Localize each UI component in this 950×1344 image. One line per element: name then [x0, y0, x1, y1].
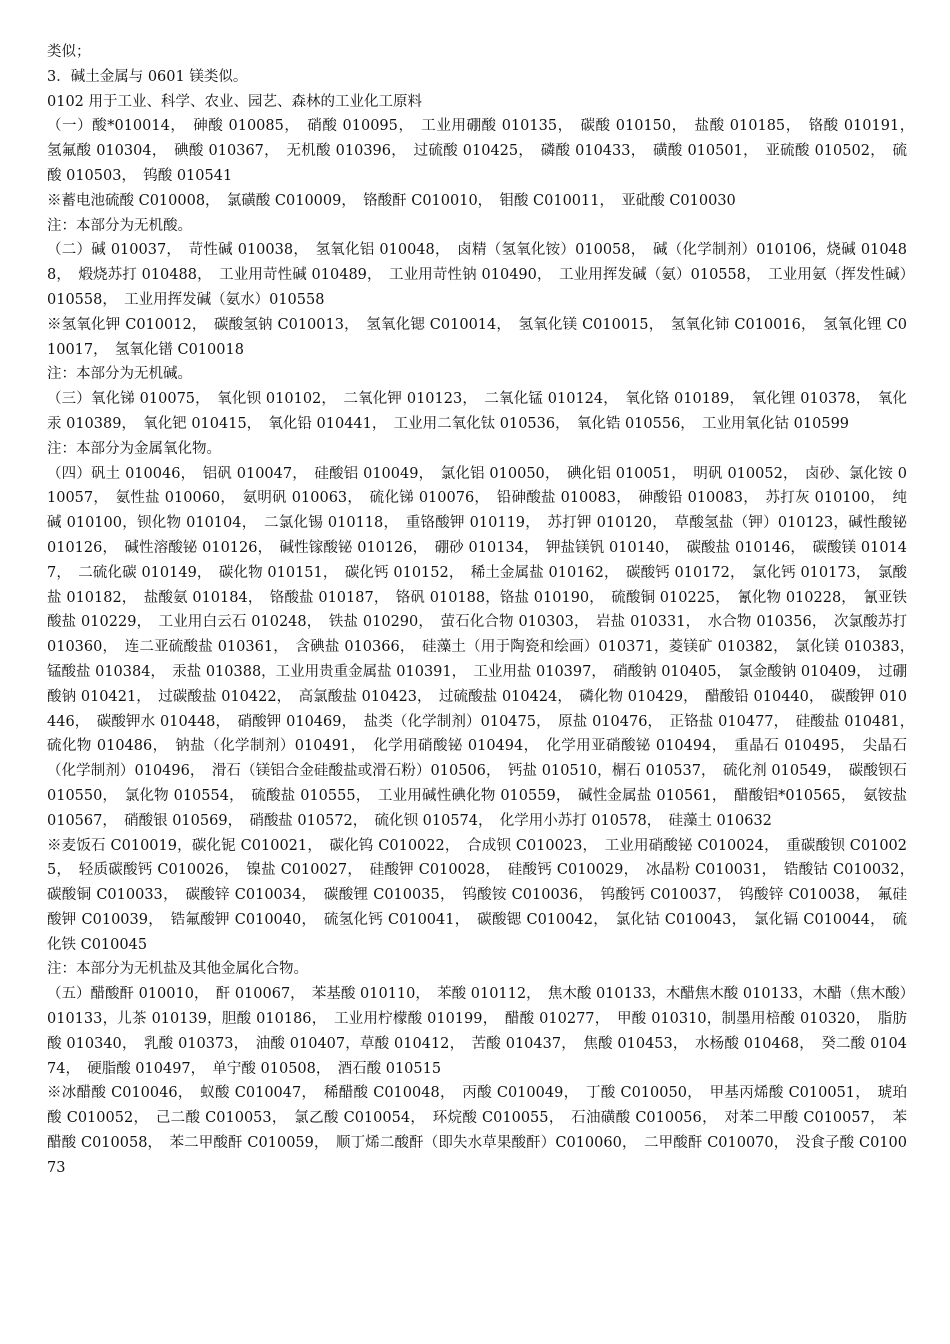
paragraph-salts-supplement: ※麦饭石 C010019，碳化铌 C010021， 碳化钨 C010022， 合成钡 C010023， 工业用硝酸铋 C010024， 重碳酸钡 C010025， 轻质碳酸钙 C010026， 镍盐 C010027， 硅酸钾 C010028， 硅酸钙 C010029， 冰晶粉 C010031， 锆酸钴 C010032， 碳酸铜 C010033， 碳酸锌 C010034， 碳酸锂 C010035， 钨酸铵 C010036， 钨酸钙 C010037， 钨酸锌 C010038， 氟硅酸钾 C010039， 锆氟酸钾 C010040， 硫氢化钙 C010041， 碳酸锶 C010042， 氯化钴 C010043， 氯化镉 C010044， 硫化铁 C010045 [47, 837, 922, 953]
paragraph-acids: （一）酸*010014， 砷酸 010085， 硝酸 010095， 工业用硼酸 010135， 碳酸 010150， 盐酸 010185， 铬酸 010191， 氢氟酸 010304， 碘酸 010367， 无机酸 010396， 过硫酸 010425， 磷酸 010433， 磺酸 010501， 亚硫酸 010502， 硫酸 010503， 钨酸 010541 [47, 118, 922, 184]
paragraph-bases: （二）碱 010037， 苛性碱 010038， 氢氧化铝 010048， 卤精（氢氧化铵）010058， 碱（化学制剂）010106，烧碱 010488， 煅烧苏打 010488， 工业用苛性碱 010489， 工业用苛性钠 010490， 工业用挥发碱（氨）010558， 工业用氨（挥发性碱）010558， 工业用挥发碱（氨水）010558 [47, 242, 907, 308]
paragraph-organic-acids-supplement: ※冰醋酸 C010046， 蚁酸 C010047， 稀醋酸 C010048， 丙酸 C010049， 丁酸 C010050， 甲基丙烯酸 C010051， 琥珀酸 C010052， 己二酸 C010053， 氯乙酸 C010054， 环烷酸 C010055， 石油磺酸 C010056， 对苯二甲酸 C010057， 苯醋酸 C010058， 苯二甲酸酐 C010059， 顺丁烯二酸酐（即失水草果酸酐）C010060， 二甲酸酐 C010070， 没食子酸 C010073 [47, 1085, 907, 1176]
text-line: 类似； [47, 44, 91, 60]
note-oxides: 注：本部分为金属氧化物。 [47, 440, 221, 457]
paragraph-acids-supplement: ※蓄电池硫酸 C010008， 氯磺酸 C010009， 铬酸酐 C010010， 钼酸 C010011， 亚砒酸 C010030 [47, 192, 736, 209]
paragraph-salts: （四）矾土 010046， 铝矾 010047， 硅酸铝 010049， 氯化铝 010050， 碘化铝 010051， 明矾 010052， 卤砂、氯化铵 010057， 氨性盐 010060， 氨明矾 010063， 硫化锑 010076， 铅砷酸盐 010083， 砷酸铅 010083， 苏打灰 010100， 纯碱 010100，钡化物 010104， 二氯化锡 010118， 重铬酸钾 010119， 苏打钾 010120， 草酸氢盐（钾）010123，碱性酸铋 010126， 碱性溶酸铋 010126， 碱性镓酸铋 010126， 硼砂 010134， 钾盐镁钒 010140， 碳酸盐 010146， 碳酸镁 010147， 二硫化碳 010149， 碳化物 010151， 碳化钙 010152， 稀土金属盐 010162， 碳酸钙 010172， 氯化钙 010173， 氯酸盐 010182， 盐酸氨 010184， 铬酸盐 010187， 铬矾 010188，铬盐 010190， 硫酸铜 010225， 氰化物 010228， 氰亚铁酸盐 010229， 工业用白云石 010248， 铁盐 010290， 萤石化合物 010303， 岩盐 010331， 水合物 010356， 次氯酸苏打 010360， 连二亚硫酸盐 010361， 含碘盐 010366， 硅藻土（用于陶瓷和绘画）010371，菱镁矿 010382， 氯化镁 010383， 锰酸盐 010384， 汞盐 010388，工业用贵重金属盐 010391， 工业用盐 010397， 硝酸钠 010405， 氯金酸钠 010409， 过硼酸钠 010421， 过碳酸盐 010422， 高氯酸盐 010423， 过硫酸盐 010424， 磷化物 010429， 醋酸铅 010440， 碳酸钾 010446， 碳酸钾水 010448， 硝酸钾 010469， 盐类（化学制剂）010475， 原盐 010476， 正铬盐 010477， 硅酸盐 010481， 硫化物 010486， 钠盐（化学制剂）010491， 化学用硝酸铋 010494， 化学用亚硝酸铋 010494， 重晶石 010495， 尖晶石（化学制剂）010496， 滑石（镁铝合金硅酸盐或滑石粉）010506， 钙盐 010510，榍石 010537， 硫化剂 010549， 碳酸钡石 010550， 氯化物 010554， 硫酸盐 010555， 工业用碱性碘化物 010559， 碱性金属盐 010561， 醋酸铝*010565， 氨铵盐 010567， 硝酸银 010569， 硝酸盐 010572， 硫化钡 010574， 化学用小苏打 010578， 硅藻土 010632 [47, 465, 922, 829]
paragraph-oxides: （三）氧化锑 010075， 氧化钡 010102， 二氧化钾 010123， 二氧化锰 010124， 氧化铬 010189， 氧化锂 010378， 氧化汞 010389， 氧化钯 010415， 氧化铅 010441， 工业用二氧化钛 010536， 氧化锆 010556， 工业用氧化钴 010599 [47, 391, 907, 432]
paragraph-organic-acids: （五）醋酸酐 010010， 酐 010067， 苯基酸 010110， 苯酸 010112， 焦木酸 010133，木醋焦木酸 010133，木醋（焦木酸）010133，儿茶 010139，胆酸 010186， 工业用柠檬酸 010199， 醋酸 010277， 甲酸 010310，制墨用棓酸 010320， 脂肪酸 010340， 乳酸 010373， 油酸 010407，草酸 010412， 苦酸 010437， 焦酸 010453， 水杨酸 010468， 癸二酸 010474， 硬脂酸 010497， 单宁酸 010508， 酒石酸 010515 [47, 986, 908, 1077]
paragraph-bases-supplement: ※氢氧化钾 C010012， 碳酸氢钠 C010013， 氢氧化锶 C010014， 氢氧化镁 C010015， 氢氧化铈 C010016， 氢氧化锂 C010017， 氢氧化镨 C010018 [47, 316, 907, 358]
section-heading: 0102 用于工业、科学、农业、园艺、森林的工业化工原料 [47, 93, 423, 110]
document-page [47, 40, 922, 1181]
note-acids: 注：本部分为无机酸。 [47, 217, 192, 234]
note-bases: 注：本部分为无机碱。 [47, 366, 192, 383]
text-line: 3．碱土金属与 0601 镁类似。 [47, 68, 248, 85]
note-salts: 注：本部分为无机盐及其他金属化合物。 [47, 961, 308, 978]
